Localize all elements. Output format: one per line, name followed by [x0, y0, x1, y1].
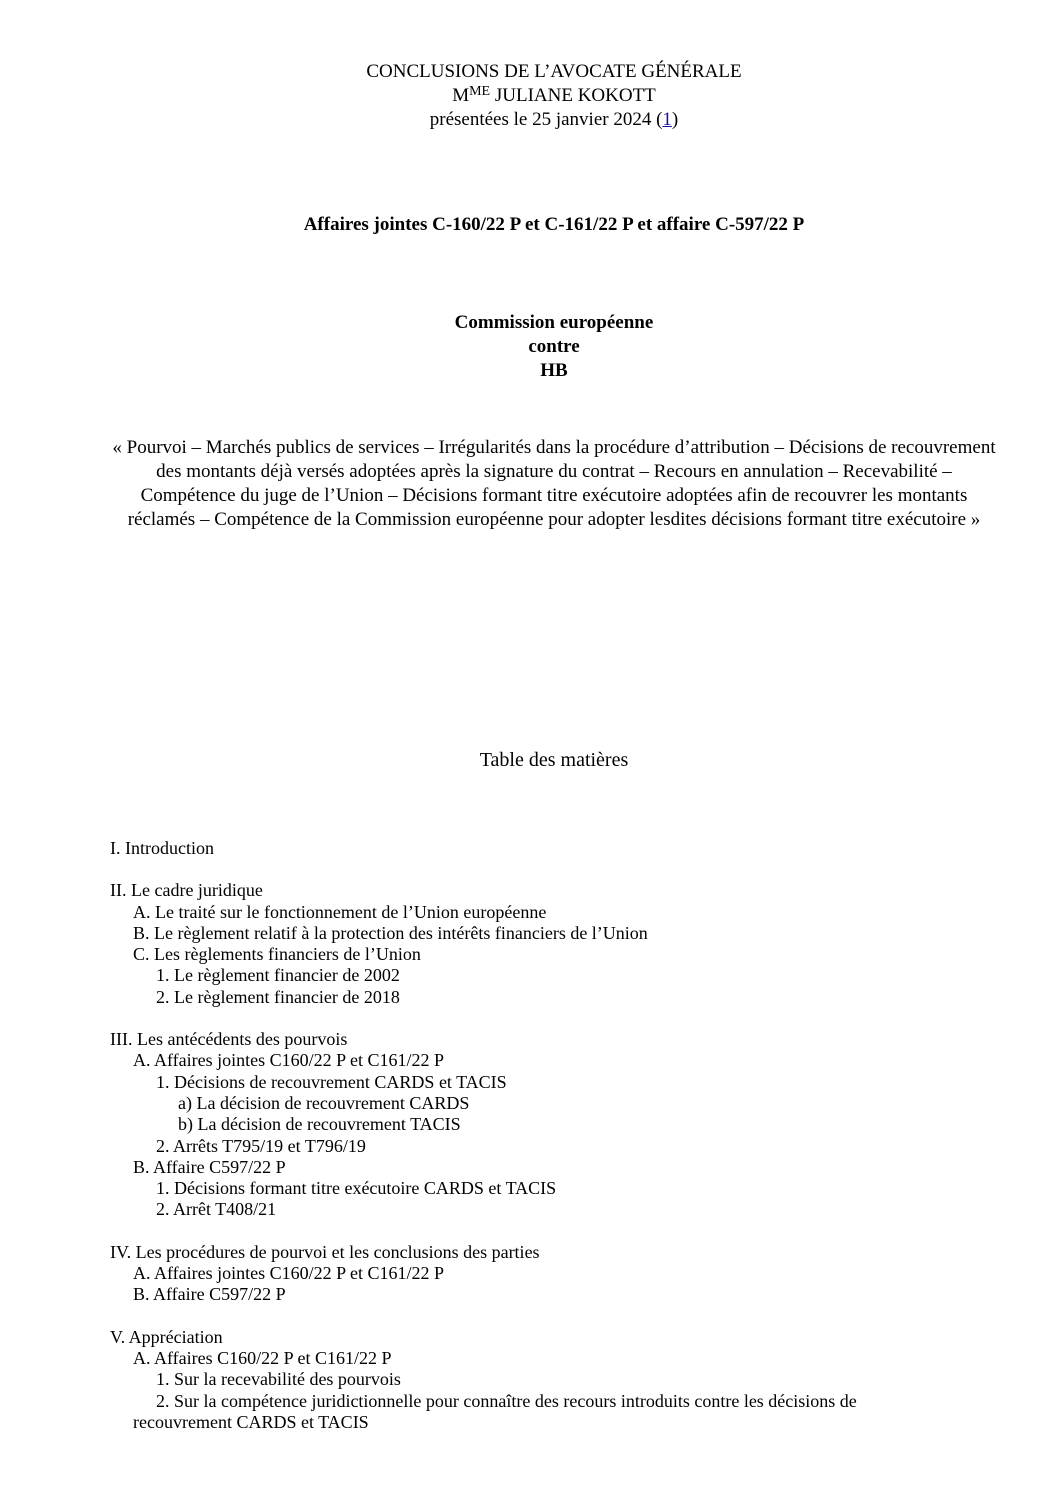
footnote-link[interactable]: 1 — [662, 109, 672, 130]
toc-item[interactable]: 1. Le règlement financier de 2002 — [156, 965, 400, 986]
toc-item[interactable]: 2. Arrêt T408/21 — [156, 1199, 277, 1220]
document-header — [0, 60, 1058, 132]
toc-item[interactable]: 1. Décisions de recouvrement CARDS et TACIS — [156, 1071, 507, 1092]
toc-section-v — [110, 1327, 1010, 1433]
presentation-date: présentées le 25 janvier 2024 (1) — [429, 109, 679, 130]
case-summary: « Pourvoi – Marchés publics de services – Irrégularités dans la procédure d’attribution – Décisions de recouvrement des montants déjà versés adoptées après la signature du contrat – Recours en annulation – Recevabilité – Compétence du juge de l’Union – Décisions formant titre exécutoire adoptées afin de recouvrer les montants réclamés – Compétence de la Commission européenne pour adopter lesdites décisions formant titre exécutoire » — [112, 437, 996, 530]
versus-label: contre — [528, 336, 580, 357]
toc-item-continuation[interactable]: recouvrement CARDS et TACIS — [133, 1411, 369, 1432]
toc-item[interactable]: I. Introduction — [110, 838, 214, 858]
toc-item[interactable]: B. Le règlement relatif à la protection des intérêts financiers de l’Union — [133, 922, 648, 943]
toc-item[interactable]: 1. Sur la recevabilité des pourvois — [156, 1369, 401, 1390]
toc-item[interactable]: A. Le traité sur le fonctionnement de l’Union européenne — [133, 901, 547, 922]
toc-item[interactable]: 2. Sur la compétence juridictionnelle pour connaître des recours introduits contre les décisions de — [156, 1390, 857, 1411]
party-appellant: Commission européenne — [454, 312, 654, 333]
advocate-general-name: $M^{ME}$ JULIANE KOKOTT — [452, 84, 656, 106]
toc-title: Table des matières — [479, 749, 629, 771]
honorific-superscript: ME — [469, 84, 491, 99]
toc-section-iv — [110, 1242, 1010, 1306]
toc-item[interactable]: A. Affaires jointes C160/22 P et C161/22 P — [133, 1050, 445, 1071]
toc-section-ii — [110, 880, 1010, 1008]
table-of-contents — [110, 838, 1010, 1454]
toc-item[interactable]: 2. Arrêts T795/19 et T796/19 — [156, 1135, 366, 1156]
toc-item[interactable]: II. Le cadre juridique — [110, 880, 263, 901]
toc-item[interactable]: b) La décision de recouvrement TACIS — [178, 1114, 461, 1135]
toc-item[interactable]: IV. Les procédures de pourvoi et les conclusions des parties — [110, 1241, 540, 1262]
toc-section-i — [110, 838, 1010, 859]
toc-item[interactable]: B. Affaire C597/22 P — [133, 1284, 286, 1305]
toc-item[interactable]: a) La décision de recouvrement CARDS — [178, 1092, 470, 1113]
header-title: CONCLUSIONS DE L’AVOCATE GÉNÉRALE — [366, 61, 742, 82]
toc-item[interactable]: C. Les règlements financiers de l’Union — [133, 944, 421, 965]
parties-block — [0, 311, 1058, 383]
party-respondent: HB — [540, 360, 568, 381]
toc-item[interactable]: 2. Le règlement financier de 2018 — [156, 986, 400, 1007]
toc-item[interactable]: 1. Décisions formant titre exécutoire CARDS et TACIS — [156, 1178, 557, 1199]
toc-item[interactable]: A. Affaires C160/22 P et C161/22 P — [133, 1347, 392, 1368]
toc-item[interactable]: V. Appréciation — [110, 1326, 223, 1347]
toc-item[interactable]: B. Affaire C597/22 P — [133, 1156, 286, 1177]
toc-item[interactable]: III. Les antécédents des pourvois — [110, 1029, 348, 1050]
toc-section-iii — [110, 1029, 1010, 1221]
case-numbers: Affaires jointes C-160/22 P et C-161/22 P et affaire C-597/22 P — [303, 214, 805, 235]
toc-item[interactable]: A. Affaires jointes C160/22 P et C161/22 P — [133, 1263, 445, 1284]
